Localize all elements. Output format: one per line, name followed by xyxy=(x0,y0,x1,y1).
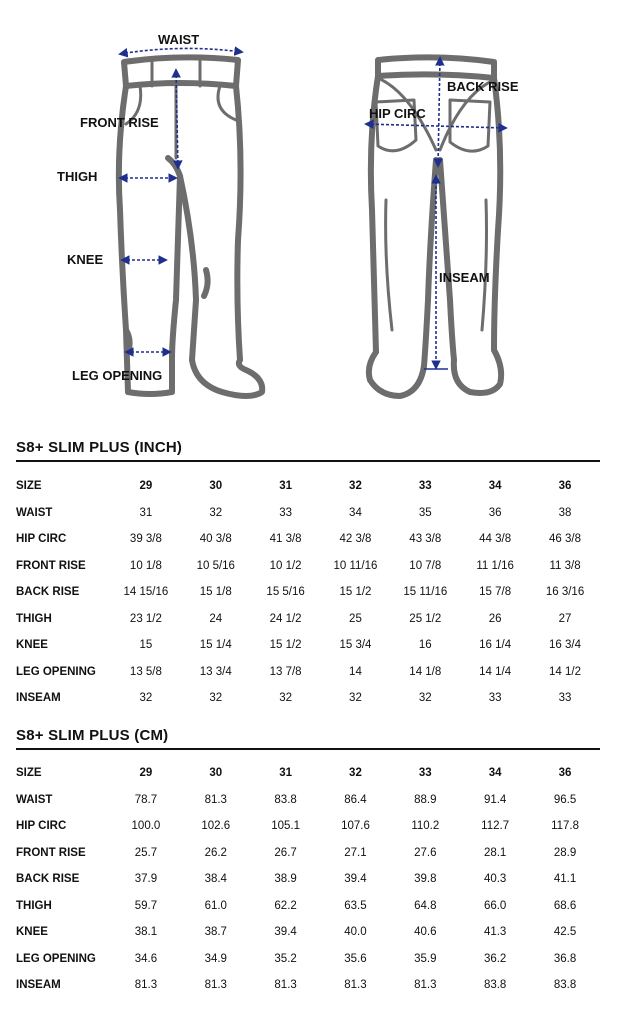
table-row xyxy=(16,893,600,920)
measurement-cell: 37.9 xyxy=(134,873,158,886)
measurement-cell: 40 3/8 xyxy=(199,533,232,546)
pants-measurement-diagram xyxy=(0,0,617,410)
measurement-cell: 15 7/8 xyxy=(479,586,512,599)
measurement-cell: 33 xyxy=(558,692,572,705)
measurement-cell: 28.1 xyxy=(483,846,507,859)
table-row xyxy=(16,946,600,973)
measurement-cell: 105.1 xyxy=(271,820,300,833)
waist-label: WAIST xyxy=(158,32,200,47)
measurement-cell: 32 xyxy=(418,692,432,705)
row-label: BACK RISE xyxy=(16,586,80,599)
measurement-cell: 27.1 xyxy=(344,846,367,859)
size-header-cell: 33 xyxy=(418,480,432,493)
size-header-cell: 30 xyxy=(209,767,223,780)
measurement-cell: 26.7 xyxy=(274,846,297,859)
hip-circ-label: HIP CIRC xyxy=(369,106,426,121)
measurement-cell: 81.3 xyxy=(274,979,297,992)
row-label: THIGH xyxy=(16,612,52,625)
measurement-cell: 32 xyxy=(349,692,362,705)
row-label: LEG OPENING xyxy=(16,665,96,678)
measurement-cell: 81.3 xyxy=(204,979,227,992)
measurement-cell: 107.6 xyxy=(341,820,370,833)
measurement-cell: 32 xyxy=(279,692,292,705)
measurement-cell: 64.8 xyxy=(414,899,437,912)
measurement-cell: 34 xyxy=(349,506,362,519)
measurement-cell: 41.3 xyxy=(483,926,507,939)
table-row xyxy=(16,579,600,606)
front-rise-label: FRONT RISE xyxy=(80,115,159,130)
measurement-cell: 34.6 xyxy=(134,952,158,965)
measurement-cell: 15 5/16 xyxy=(266,586,305,599)
size-header-cell: 36 xyxy=(558,767,572,780)
size-header-cell: 36 xyxy=(558,480,572,493)
measurement-cell: 36.2 xyxy=(483,952,507,965)
measurement-cell: 81.3 xyxy=(204,793,227,806)
measurement-cell: 38 xyxy=(558,506,572,519)
measurement-cell: 39 3/8 xyxy=(129,533,162,546)
row-label: WAIST xyxy=(16,793,53,806)
inch-table-divider xyxy=(16,460,600,462)
table-row xyxy=(16,813,600,840)
row-label: INSEAM xyxy=(16,692,61,705)
measurement-cell: 16 xyxy=(418,639,432,652)
size-header-cell: 33 xyxy=(418,767,432,780)
measurement-cell: 16 1/4 xyxy=(479,639,512,652)
inch-size-chart xyxy=(16,438,600,705)
measurement-cell: 14 15/16 xyxy=(123,586,169,599)
measurement-cell: 41.1 xyxy=(553,873,577,886)
row-label: FRONT RISE xyxy=(16,559,86,572)
measurement-cell: 81.3 xyxy=(344,979,367,992)
measurement-cell: 32 xyxy=(209,506,223,519)
measurement-cell: 13 5/8 xyxy=(129,665,162,678)
measurement-cell: 40.0 xyxy=(344,926,367,939)
measurement-cell: 78.7 xyxy=(134,793,158,806)
measurement-cell: 100.0 xyxy=(131,820,161,833)
measurement-cell: 14 1/4 xyxy=(479,665,512,678)
measurement-cell: 32 xyxy=(209,692,223,705)
measurement-cell: 42.5 xyxy=(553,926,577,939)
measurement-cell: 25 xyxy=(349,612,362,625)
measurement-cell: 62.2 xyxy=(274,899,297,912)
measurement-cell: 15 1/2 xyxy=(269,639,302,652)
measurement-cell: 14 1/8 xyxy=(409,665,442,678)
measurement-cell: 81.3 xyxy=(414,979,437,992)
table-row xyxy=(16,840,600,867)
knee-label: KNEE xyxy=(67,252,104,267)
measurement-cell: 83.8 xyxy=(274,793,297,806)
measurement-cell: 41 3/8 xyxy=(269,533,302,546)
measurement-cell: 15 1/8 xyxy=(199,586,232,599)
measurement-cell: 83.8 xyxy=(483,979,507,992)
measurement-cell: 31 xyxy=(139,506,153,519)
measurement-cell: 42 3/8 xyxy=(339,533,372,546)
leg-opening-label: LEG OPENING xyxy=(72,368,163,383)
size-header-label: SIZE xyxy=(16,480,42,493)
row-label: INSEAM xyxy=(16,979,61,992)
size-header-cell: 29 xyxy=(139,480,153,493)
inch-table-title: S8+ SLIM PLUS (INCH) xyxy=(16,439,183,456)
measurement-cell: 25.7 xyxy=(134,846,158,859)
measurement-cell: 16 3/16 xyxy=(545,586,585,599)
row-label: BACK RISE xyxy=(16,873,80,886)
table-row xyxy=(16,553,600,580)
measurement-cell: 26 xyxy=(488,612,502,625)
table-row xyxy=(16,659,600,686)
measurement-cell: 38.7 xyxy=(204,926,227,939)
hip-circ-arrow xyxy=(366,124,506,128)
cm-table-divider xyxy=(16,748,600,750)
measurement-cell: 33 xyxy=(488,692,502,705)
measurement-cell: 39.8 xyxy=(414,873,437,886)
front-pants-illustration xyxy=(119,57,262,396)
size-header-cell: 31 xyxy=(279,767,292,780)
measurement-cell: 16 3/4 xyxy=(549,639,582,652)
measurement-cell: 34.9 xyxy=(204,952,227,965)
measurement-cell: 38.1 xyxy=(134,926,158,939)
measurement-cell: 66.0 xyxy=(483,899,507,912)
size-header-cell: 30 xyxy=(209,480,223,493)
measurement-cell: 112.7 xyxy=(481,820,510,833)
measurement-cell: 10 1/2 xyxy=(269,559,302,572)
row-label: KNEE xyxy=(16,926,48,939)
measurement-cell: 46 3/8 xyxy=(549,533,582,546)
measurement-cell: 40.3 xyxy=(483,873,507,886)
measurement-cell: 59.7 xyxy=(134,899,158,912)
measurement-cell: 35.6 xyxy=(344,952,367,965)
size-header-cell: 32 xyxy=(349,767,362,780)
thigh-label: THIGH xyxy=(57,169,98,184)
table-row xyxy=(16,500,600,527)
measurement-cell: 14 1/2 xyxy=(549,665,582,678)
measurement-cell: 27.6 xyxy=(414,846,437,859)
measurement-cell: 15 1/2 xyxy=(339,586,372,599)
measurement-cell: 38.9 xyxy=(274,873,297,886)
row-label: WAIST xyxy=(16,506,53,519)
size-header-cell: 34 xyxy=(488,767,502,780)
measurement-cell: 23 1/2 xyxy=(129,612,162,625)
measurement-cell: 15 11/16 xyxy=(403,586,448,599)
measurement-cell: 35.2 xyxy=(274,952,297,965)
measurement-cell: 28.9 xyxy=(553,846,577,859)
back-rise-label: BACK RISE xyxy=(447,79,519,94)
measurement-cell: 15 3/4 xyxy=(339,639,372,652)
measurement-cell: 14 xyxy=(349,665,362,678)
row-label: HIP CIRC xyxy=(16,533,67,546)
waist-arrow xyxy=(120,48,242,54)
measurement-cell: 43 3/8 xyxy=(409,533,442,546)
measurement-cell: 10 1/8 xyxy=(129,559,162,572)
row-label: FRONT RISE xyxy=(16,846,86,859)
row-label: LEG OPENING xyxy=(16,952,96,965)
table-row xyxy=(16,606,600,633)
size-header-row xyxy=(16,760,600,787)
measurement-cell: 91.4 xyxy=(483,793,507,806)
row-label: THIGH xyxy=(16,899,52,912)
size-header-cell: 29 xyxy=(139,767,153,780)
measurement-cell: 81.3 xyxy=(134,979,158,992)
measurement-cell: 39.4 xyxy=(274,926,297,939)
table-row xyxy=(16,685,600,712)
measurement-cell: 15 1/4 xyxy=(199,639,232,652)
measurement-cell: 25 1/2 xyxy=(409,612,442,625)
row-label: HIP CIRC xyxy=(16,820,67,833)
measurement-cell: 44 3/8 xyxy=(479,533,512,546)
measurement-cell: 35.9 xyxy=(414,952,437,965)
cm-size-table xyxy=(16,760,600,999)
table-row xyxy=(16,919,600,946)
measurement-cell: 13 3/4 xyxy=(199,665,232,678)
measurement-cell: 10 5/16 xyxy=(196,559,235,572)
table-row xyxy=(16,972,600,999)
measurement-cell: 24 xyxy=(209,612,223,625)
row-label: KNEE xyxy=(16,639,48,652)
measurement-cell: 40.6 xyxy=(414,926,437,939)
measurement-cell: 11 1/16 xyxy=(476,559,514,572)
table-row xyxy=(16,526,600,553)
measurement-cell: 35 xyxy=(418,506,432,519)
size-header-cell: 34 xyxy=(488,480,502,493)
measurement-cell: 61.0 xyxy=(204,899,227,912)
measurement-cell: 11 3/8 xyxy=(549,559,581,572)
measurement-cell: 68.6 xyxy=(553,899,577,912)
measurement-cell: 117.8 xyxy=(551,820,579,833)
table-row xyxy=(16,632,600,659)
measurement-cell: 36.8 xyxy=(553,952,577,965)
size-header-cell: 32 xyxy=(349,480,362,493)
measurement-cell: 39.4 xyxy=(344,873,367,886)
measurement-cell: 33 xyxy=(279,506,292,519)
measurement-cell: 96.5 xyxy=(553,793,577,806)
measurement-cell: 83.8 xyxy=(553,979,577,992)
measurement-cell: 38.4 xyxy=(204,873,227,886)
measurement-cell: 27 xyxy=(558,612,572,625)
measurement-cell: 24 1/2 xyxy=(269,612,302,625)
measurement-cell: 63.5 xyxy=(344,899,367,912)
inch-size-table xyxy=(16,473,600,712)
measurement-cell: 15 xyxy=(139,639,153,652)
size-header-row xyxy=(16,473,600,500)
measurement-cell: 10 11/16 xyxy=(333,559,378,572)
measurement-cell: 88.9 xyxy=(414,793,437,806)
cm-size-chart xyxy=(16,726,600,992)
measurement-cell: 110.2 xyxy=(411,820,440,833)
table-row xyxy=(16,787,600,814)
size-header-cell: 31 xyxy=(279,480,292,493)
table-row xyxy=(16,866,600,893)
measurement-cell: 36 xyxy=(488,506,502,519)
measurement-cell: 10 7/8 xyxy=(409,559,442,572)
measurement-cell: 86.4 xyxy=(344,793,367,806)
inseam-label: INSEAM xyxy=(439,270,490,285)
measurement-cell: 102.6 xyxy=(201,820,231,833)
cm-table-title: S8+ SLIM PLUS (CM) xyxy=(16,727,169,744)
measurement-cell: 26.2 xyxy=(204,846,227,859)
measurement-cell: 13 7/8 xyxy=(269,665,302,678)
size-header-label: SIZE xyxy=(16,767,42,780)
measurement-cell: 32 xyxy=(139,692,153,705)
